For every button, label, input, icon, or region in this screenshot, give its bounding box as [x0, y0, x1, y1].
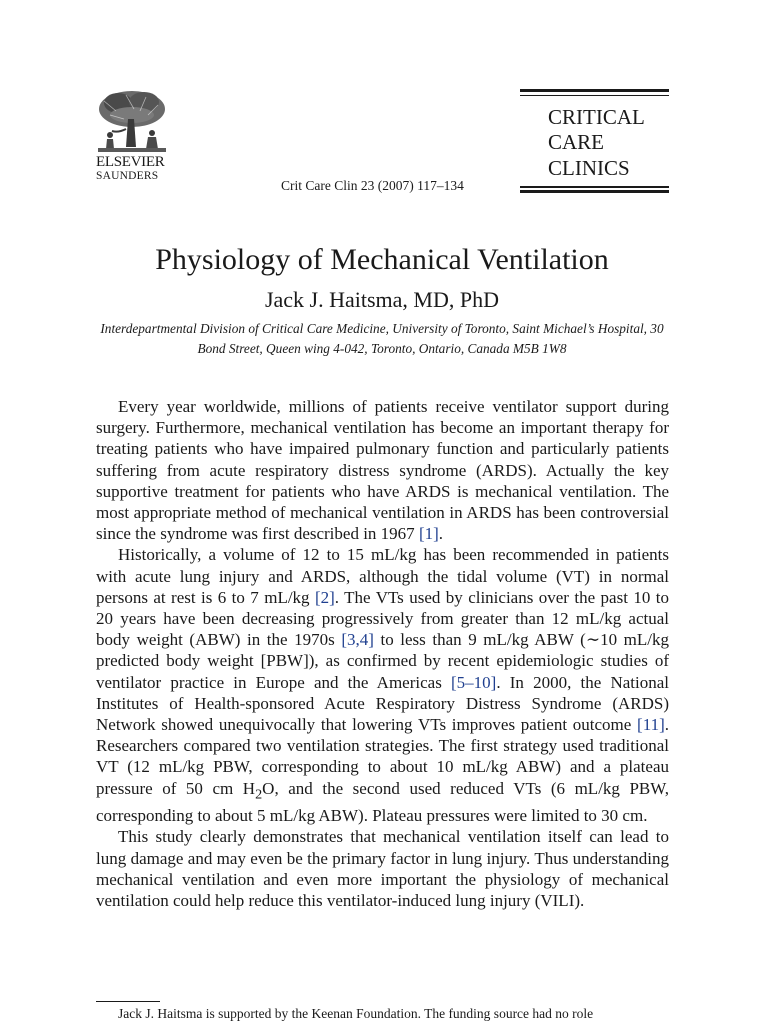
- reference-link[interactable]: [1]: [418, 524, 439, 544]
- article-title: Physiology of Mechanical Ventilation: [155, 243, 609, 276]
- text-run: Historically, a volume of 12 to 15 mL/kg has been recommended in patients with acute lung injury and ARDS, although the tidal volume (VT) in normal persons at rest is 6 to 7 mL/kg: [96, 545, 669, 607]
- text-run: . Researchers compared two ventilation strategies. The first strategy used traditional VT (12 mL/kg PBW, corresponding to about 10 mL/kg ABW) and a plateau pressure of 50 cm H: [96, 715, 669, 798]
- footnote: Jack J. Haitsma is supported by the Keenan Foundation. The funding source had no role: [118, 1006, 594, 1021]
- journal-name-line3: CLINICS: [548, 155, 630, 180]
- text-run: .: [438, 524, 444, 544]
- reference-link[interactable]: [5–10]: [451, 672, 497, 692]
- text-run: . In 2000, the National Institutes of Health-sponsored Acute Respiratory Distress Syndrome (ARDS) Network showed unequivocally that lowering VTs improves patient outcome: [96, 672, 669, 735]
- publisher-imprint: SAUNDERS: [96, 170, 159, 182]
- tree-logo-icon: [96, 89, 168, 153]
- journal-name-line1: CRITICAL: [548, 104, 645, 129]
- article-author: Jack J. Haitsma, MD, PhD: [264, 287, 500, 312]
- masthead-rule-top: [520, 89, 669, 92]
- reference-link[interactable]: [3,4]: [341, 630, 374, 650]
- journal-masthead: [520, 89, 669, 191]
- journal-name-line2: CARE: [548, 130, 605, 154]
- text-run: O, and the second used reduced VTs (6 mL/kg PBW, corresponding to about 5 mL/kg ABW). Plateau pressures were limited to 30 cm.: [96, 778, 669, 826]
- reference-link[interactable]: [2]: [314, 587, 335, 607]
- paragraph-2: [96, 544, 669, 826]
- publisher-name: ELSEVIER: [96, 154, 165, 170]
- text-run: . The VTs used by clinicians over the past 10 to 20 years have been decreasing progressively from greater than 12 mL/kg actual body weight (ABW) in the 1970s: [96, 587, 669, 650]
- masthead-rule-bottom: [520, 190, 669, 193]
- masthead-rule-top-thin: [520, 95, 669, 97]
- article-body: [96, 396, 669, 911]
- subscript: 2: [255, 786, 263, 803]
- publisher-logo: [96, 89, 170, 183]
- masthead-rule-bottom-thin: [520, 186, 669, 188]
- journal-citation: Crit Care Clin 23 (2007) 117–134: [281, 178, 464, 193]
- text-run: to less than 9 mL/kg ABW (∼10 mL/kg predicted body weight [PBW]), as confirmed by recent epidemiologic studies of ventilator practice in Europe and the Americas: [96, 630, 669, 692]
- reference-link[interactable]: [11]: [637, 715, 665, 735]
- text-run: This study clearly demonstrates that mechanical ventilation itself can lead to lung damage and may even be the primary factor in lung injury. Thus understanding mechanical ventilation and even more important the physiology of mechanical ventilation could help reduce this ventilator-induced lung injury (VILI).: [96, 827, 669, 911]
- paragraph-3: [96, 826, 669, 911]
- text-run: Every year worldwide, millions of patients receive ventilator support during surgery. Furthermore, mechanical ventilation has become an important therapy for treating patients who have impaired pulmonary function and particularly patients suffering from acute respiratory distress syndrome (ARDS). Actually the key supportive treatment for patients who have ARDS is mechanical ventilation. The most appropriate method of mechanical ventilation in ARDS has been controversial since the syndrome was first described in 1967: [96, 397, 669, 544]
- footnote-separator: [96, 1001, 160, 1002]
- author-affiliation: Interdepartmental Division of Critical Care Medicine, University of Toronto, Saint Michael’s Hospital, 30 Bond Street, Queen wing 4-042, Toronto, Ontario, Canada M5B 1W8: [100, 321, 664, 356]
- journal-name: [520, 99, 669, 187]
- paragraph-1: [96, 396, 669, 544]
